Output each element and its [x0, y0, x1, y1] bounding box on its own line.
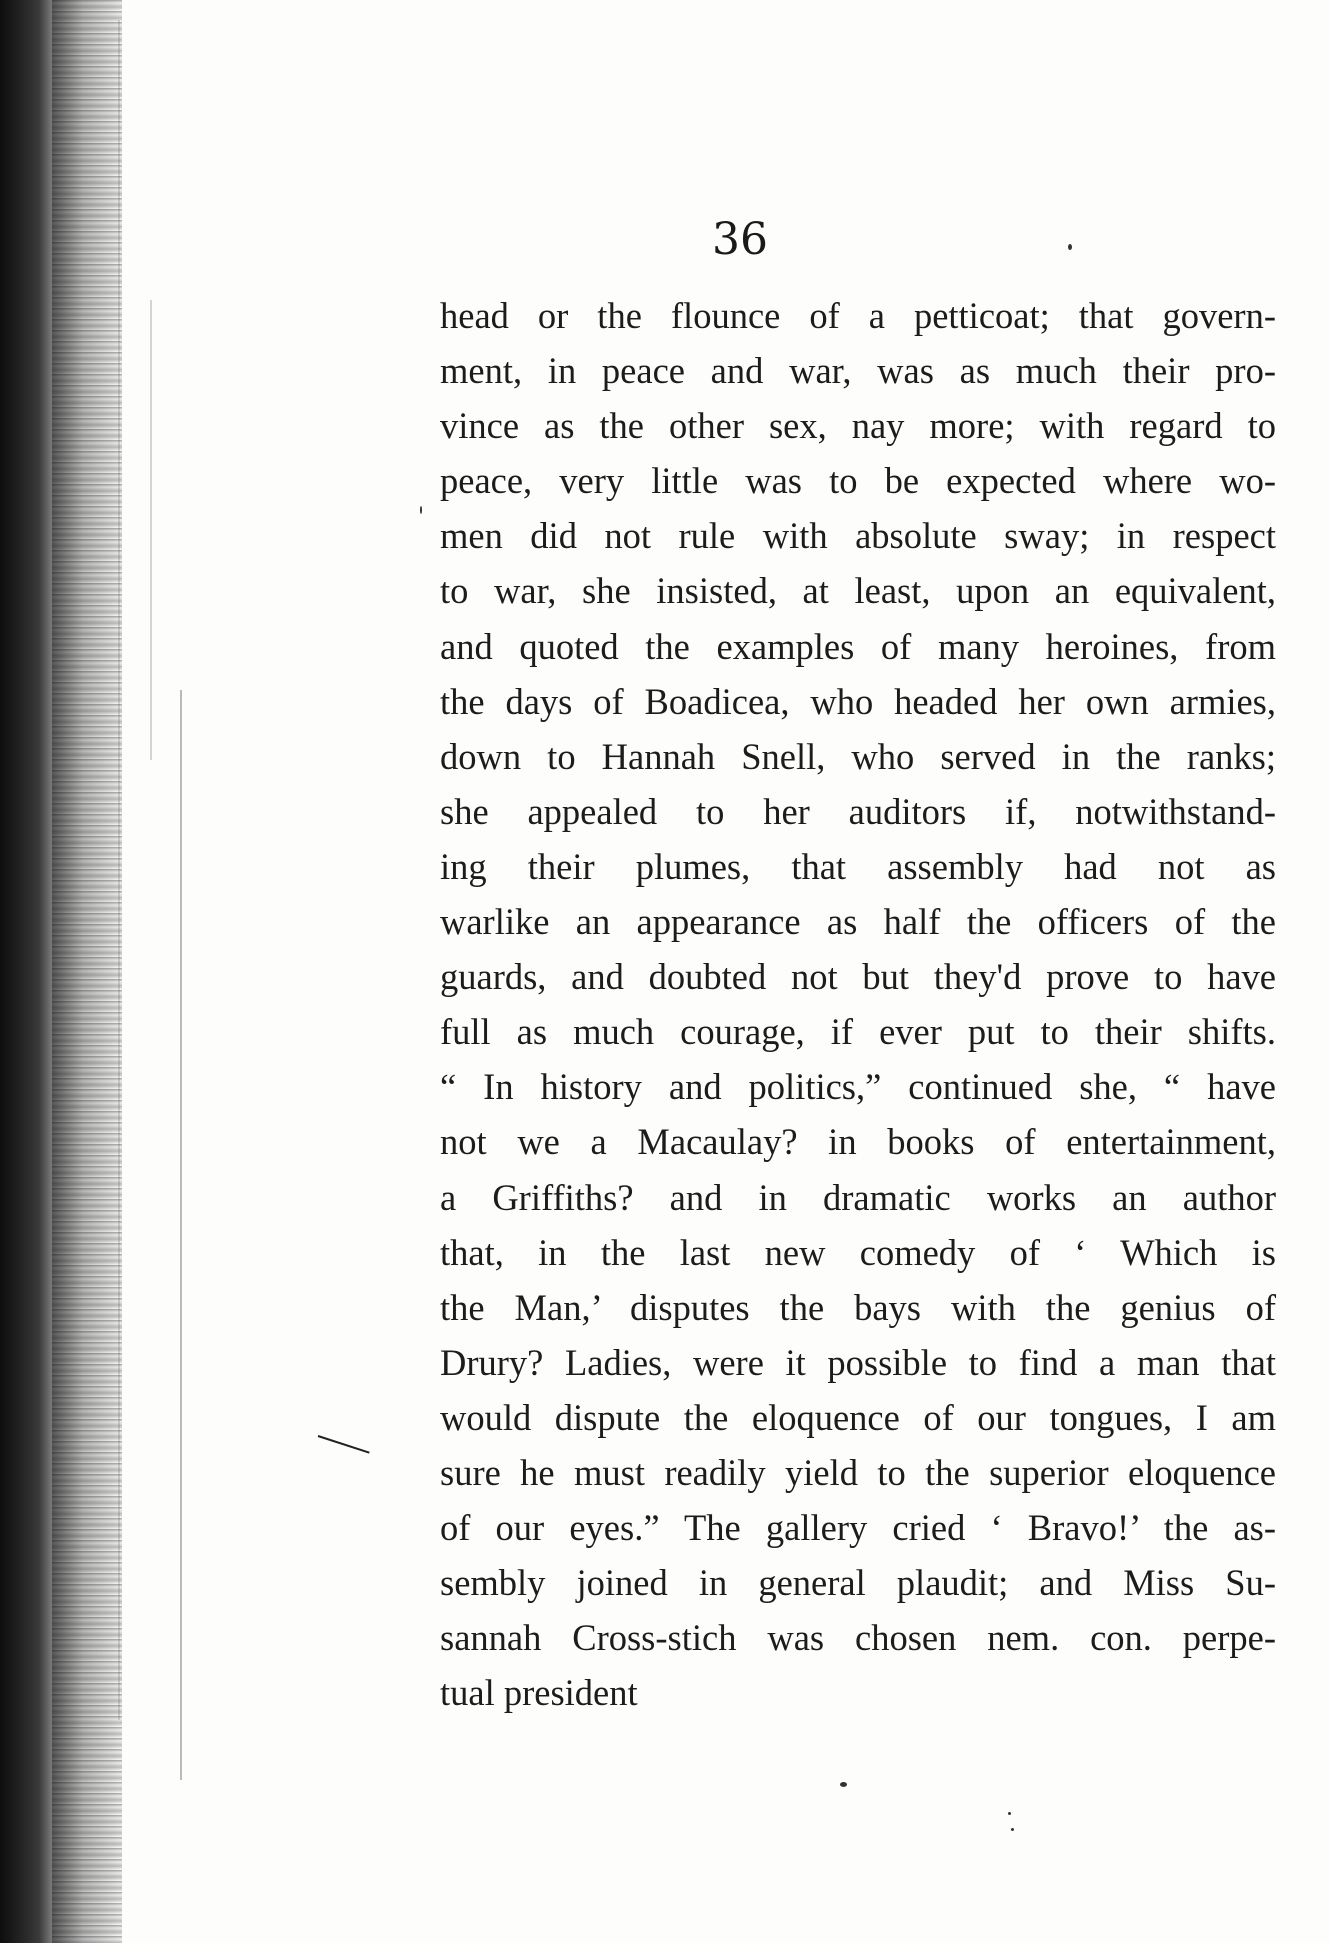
text-line: sure he must readily yield to the superior eloquence — [440, 1451, 1276, 1493]
text-line: a Griffiths? and in dramatic works an author — [440, 1176, 1276, 1218]
text-line: peace, very little was to be expected where wo- — [440, 460, 1276, 502]
binding-edge-texture — [52, 0, 122, 1943]
text-line: of our eyes.” The gallery cried ‘ Bravo!’ the as- — [440, 1507, 1276, 1549]
body-text — [440, 288, 1276, 1720]
book-binding-shadow — [0, 0, 52, 1943]
ink-stroke-mark — [318, 1435, 370, 1454]
text-line: Drury? Ladies, were it possible to find a man that — [440, 1341, 1276, 1383]
text-line: that, in the last new comedy of ‘ Which is — [440, 1231, 1276, 1273]
text-line: not we a Macaulay? in books of entertainment, — [440, 1121, 1276, 1163]
text-line: to war, she insisted, at least, upon an equivalent, — [440, 570, 1276, 612]
margin-rule-line — [180, 690, 182, 1780]
text-line: head or the flounce of a petticoat; that govern- — [440, 295, 1276, 336]
text-line: sembly joined in general plaudit; and Miss Su- — [440, 1562, 1276, 1604]
text-line: down to Hannah Snell, who served in the ranks; — [440, 735, 1276, 777]
text-line: men did not rule with absolute sway; in respect — [440, 515, 1276, 557]
margin-rule-line — [150, 300, 152, 760]
text-line: she appealed to her auditors if, notwithstand- — [440, 790, 1276, 832]
text-line: the Man,’ disputes the bays with the genius of — [440, 1286, 1276, 1328]
page-number: 36 — [712, 214, 768, 265]
text-line: would dispute the eloquence of our tongues, I am — [440, 1396, 1276, 1438]
ink-speck — [1011, 1828, 1014, 1831]
margin-rule-line — [118, 20, 120, 1720]
text-line: vince as the other sex, nay more; with regard to — [440, 405, 1276, 447]
text-line: “ In history and politics,” continued she, “ have — [440, 1066, 1276, 1108]
text-line: ing their plumes, that assembly had not as — [440, 845, 1276, 887]
text-line: guards, and doubted not but they'd prove to have — [440, 956, 1276, 998]
ink-speck — [1068, 244, 1072, 250]
text-line: tual president — [440, 1672, 638, 1714]
text-line: sannah Cross-stich was chosen nem. con. perpe- — [440, 1617, 1276, 1659]
text-line: warlike an appearance as half the officers of the — [440, 901, 1276, 943]
text-line: and quoted the examples of many heroines, from — [440, 625, 1276, 667]
text-line: full as much courage, if ever put to their shifts. — [440, 1011, 1276, 1053]
text-line: the days of Boadicea, who headed her own armies, — [440, 680, 1276, 722]
ink-speck — [420, 506, 422, 514]
text-line: ment, in peace and war, was as much their pro- — [440, 350, 1276, 392]
ink-speck — [840, 1782, 847, 1787]
ink-speck — [1008, 1812, 1011, 1815]
